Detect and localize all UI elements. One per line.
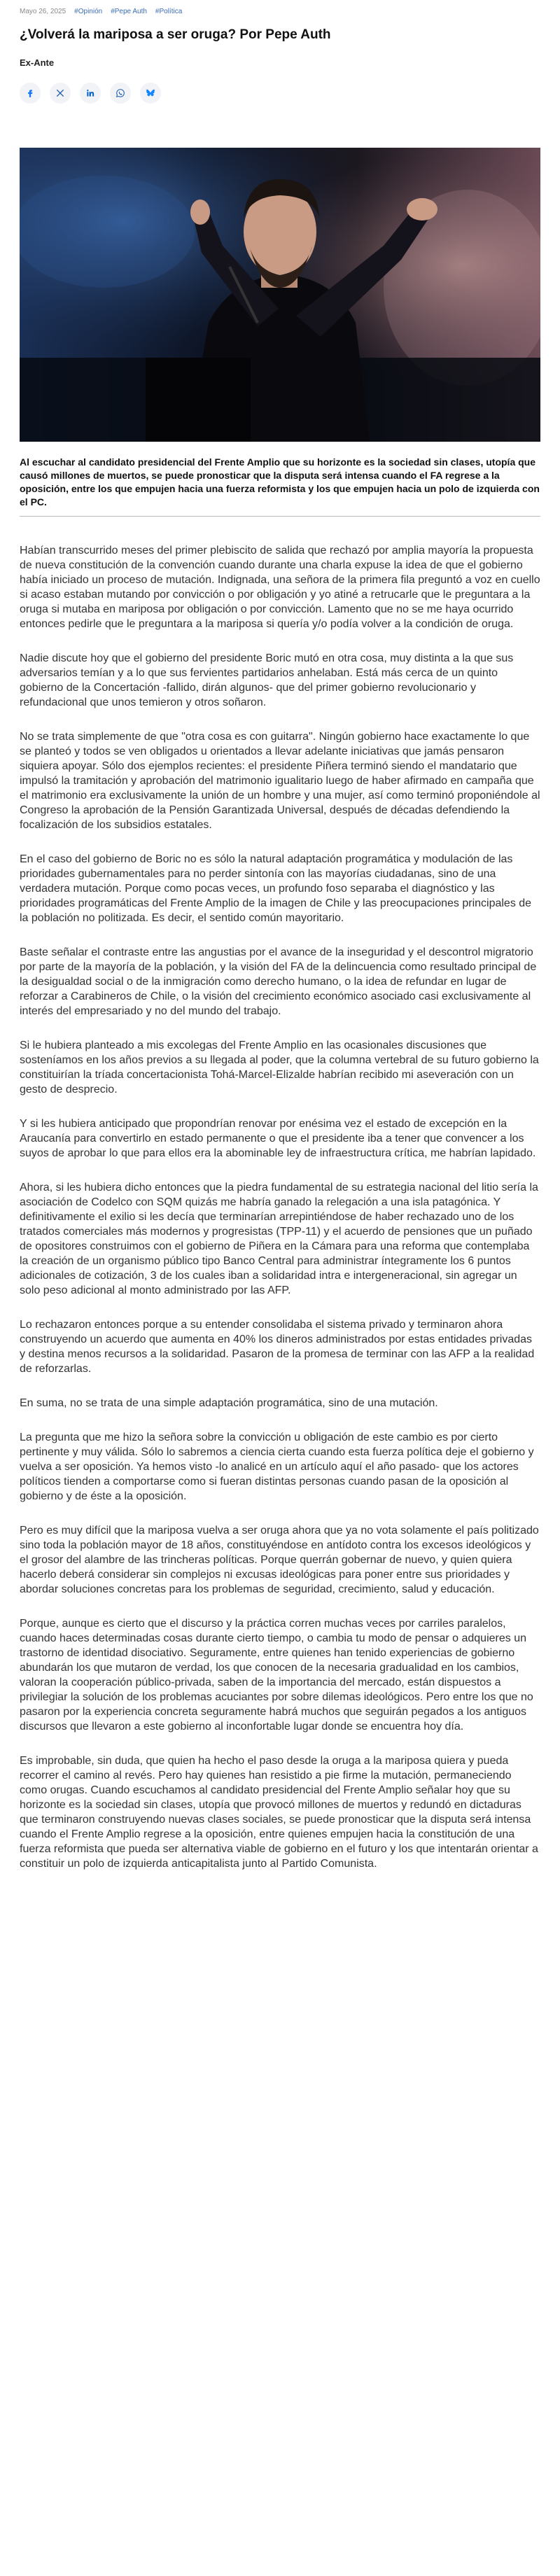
paragraph: Si le hubiera planteado a mis excolegas del Frente Amplio en las ocasionales discusiones que sosteníamos en los años previos a su llegada al poder, que la columna vertebral de su futuro gobierno la constituirían la tríada concertacionista Tohá-Marcel-Elizalde habrían recibido mi aseveración con un gesto de desprecio. — [20, 1040, 539, 1096]
share-facebook-button[interactable] — [20, 83, 41, 104]
paragraph: En el caso del gobierno de Boric no es sólo la natural adaptación programática y modulación de las prioridades gubernamentales para no perder sintonía con las mayorías ciudadanas, sino de una verdadera mutación. Porque como pocas veces, un profundo foso separaba el diagnóstico y las prioridades programáticas del Frente Amplio de la imagen de Chile y las preocupaciones principales de la población no politizada. Es decir, el sentido común mayoritario. — [20, 853, 532, 924]
paragraph: Baste señalar el contraste entre las angustias por el avance de la inseguridad y el descontrol migratorio por parte de la mayoría de la población, y la visión del FA de la delincuencia como resultado principal de la desigualdad social o de la inmigración como derecho humano, o la idea de refundar en lugar de reforzar a Carabineros de Chile, o la visión del crecimiento económico asociado casi exclusivamente al interés del empresariado y no del mundo del trabajo. — [20, 946, 537, 1017]
share-linkedin-button[interactable] — [80, 83, 101, 104]
share-bluesky-button[interactable] — [140, 83, 161, 104]
facebook-icon — [25, 88, 35, 98]
tag-link[interactable]: #Pepe Auth — [111, 7, 147, 15]
share-x-button[interactable] — [50, 83, 71, 104]
tag-link[interactable]: #Política — [155, 7, 183, 15]
paragraph: Pero es muy difícil que la mariposa vuelva a ser oruga ahora que ya no vota solamente el país politizado sino toda la población mayor de 18 años, constituyéndose en antídoto contra los excesos ideológicos y el grosor del alambre de las trincheras políticas. Porque querrán gobernar de nuevo, y quien quiera hacerlo deberá considerar sin complejos ni excusas ideológicas para poner entre sus prioridades y abordar soluciones concretas para los problemas de seguridad, crecimiento, salud y educación. — [20, 1525, 539, 1595]
paragraph: Nadie discute hoy que el gobierno del presidente Boric mutó en otra cosa, muy distinta a la que sus adversarios temían y a lo que sus fervientes partidarios anhelaban. Está más cerca de un quinto gobierno de la Concertación -fallido, dirán algunos- que del primer gobierno revolucionario y refundacional que unos temieron y otros soñaron. — [20, 652, 514, 708]
whatsapp-icon — [115, 88, 125, 98]
candidate-photo — [20, 148, 540, 442]
paragraph: En suma, no se trata de una simple adaptación programática, sino de una mutación. — [20, 1397, 438, 1409]
paragraph: Es improbable, sin duda, que quien ha hecho el paso desde la oruga a la mariposa quiera y pueda recorrer el camino al revés. Pero hay quienes han resistido a pie firme la mutación, permaneciendo como orugas. Cuando escuchamos al candidato presidencial del Frente Amplio señalar hoy que su horizonte es la sociedad sin clases, utopía que provocó millones de muertos y redundó en dictaduras que terminaron construyendo nuevas clases sociales, se puede pronosticar que la disputa será intensa cuando el Frente Amplio regrese a la oposición, entre quienes empujen hacia la constitución de una fuerza reformista que pueda ser alternativa viable de gobierno en el futuro y los que intentarán orientar a constituir un polo de izquierda anticapitalista junto al Partido Comunista. — [20, 1755, 538, 1870]
bluesky-icon — [146, 88, 155, 98]
author-name: Ex-Ante — [20, 57, 55, 68]
publish-date: Mayo 26, 2025 — [20, 7, 66, 15]
image-caption: Al escuchar al candidato presidencial del Frente Amplio que su horizonte es la sociedad sin clases, utopía que causó millones de muertos, se puede pronosticar que la disputa será intensa cuando el FA regrese a la oposición, entre los que empujen hacia una fuerza reformista y los que empujen hacia un polo de izquierda con el PC. — [20, 456, 540, 517]
share-bar — [20, 82, 540, 104]
paragraph: Porque, aunque es cierto que el discurso y la práctica corren muchas veces por carriles paralelos, cuando haces determinadas cosas durante cierto tiempo, o cambia tu modo de pensar o adquieres un trastorno de identidad disociativo. Seguramente, entre quienes han tenido experiencias de gobierno abundarán los que mutaron de verdad, los que conocen de la necesaria gradualidad en los cambios, valoran la cooperación público-privada, saben de la importancia del mercado, están dispuestos a privilegiar la solución de los problemas acuciantes por sobre dilemas ideológicos. Pero entre los que no pasaron por la experiencia concreta seguramente habrá muchos que seguirán pegados a los antiguos discursos que llevaron a este gobierno al inconfortable lugar donde se encuentra hoy día. — [20, 1618, 533, 1732]
paragraph: Y si les hubiera anticipado que propondrían renovar por enésima vez el estado de excepción en la Araucanía para convertirlo en estado permanente o que el presidente iba a tener que convencer a los suyos de aprobar lo que para ellos era la abominable ley de infraestructura crítica, me habrían lapidado. — [20, 1118, 536, 1159]
page-title: ¿Volverá la mariposa a ser oruga? Por Pepe Auth — [20, 27, 331, 42]
hero-image — [20, 148, 540, 442]
paragraph: Ahora, si les hubiera dicho entonces que la piedra fundamental de su estrategia nacional del litio sería la asociación de Codelco con SQM quizás me habría ganado la relegación a una isla patagónica. Y definitivamente el exilio si les decía que terminarían arrepintiéndose de haber rechazado uno de los tratados comerciales más modernos y progresistas (TPP-11) y el acuerdo de pensiones que un puñado de opositores construimos con el gobierno de Piñera en la Cámara para una reforma que contemplaba la creación de un organismo público tipo Banco Central para administrar íntegramente los 6 puntos adicionales de cotización, 3 de los cuales iban a solidaridad intra e intergeneracional, sin agregar un solo peso adicional al monto administrado por las AFP. — [20, 1182, 538, 1296]
tag-link[interactable]: #Opinión — [74, 7, 103, 15]
paragraph: Lo rechazaron entonces porque a su entender consolidaba el sistema privado y terminaron ahora construyendo un acuerdo que aumenta en 40% los dineros administrados por estas entidades privadas y destina menos recursos a la solidaridad. Pasaron de la promesa de terminar con las AFP a la realidad de reforzarlas. — [20, 1319, 535, 1375]
share-whatsapp-button[interactable] — [110, 83, 131, 104]
paragraph: No se trata simplemente de que "otra cosa es con guitarra". Ningún gobierno hace exactamente lo que se planteó y todos se ven obligados u orientados a llevar adelante iniciativas que jamás pensaron siquiera apoyar. Sólo dos ejemplos recientes: el presidente Piñera terminó siendo el mandatario que impulsó la tramitación y aprobación del matrimonio igualitario luego de haber afirmado en campaña que el matrimonio era exclusivamente la unión de un hombre y una mujer, así como terminó proponiéndole al Congreso la aprobación de la Pensión Garantizada Universal, después de décadas defendiendo la focalización de los subsidios estatales. — [20, 731, 540, 831]
paragraph: Habían transcurrido meses del primer plebiscito de salida que rechazó por amplia mayoría la propuesta de nueva constitución de la convención cuando durante una charla expuse la idea de que el gobierno había iniciado un proceso de mutación. Indignada, una señora de la primera fila preguntó a voz en cuello si acaso estaban mutando por convicción o por obligación y yo atiné a retrucarle que le preguntara a la oruga si mutaba en mariposa por obligación o por convicción. Lamento que no se me haya ocurrido entonces pedirle que le preguntara a la mariposa si quería y/o podía volver a la condición de oruga. — [20, 545, 540, 630]
linkedin-icon — [85, 88, 95, 98]
paragraph: La pregunta que me hizo la señora sobre la convicción u obligación de este cambio es por cierto pertinente y muy válida. Sólo lo sabremos a ciencia cierta cuando esta fuerza política deje el gobierno y vuelva a ser oposición. Ya hemos visto -lo analicé en un artículo aquí el año pasado- que los actores políticos tienden a comportarse como si fueran distintas personas cuando pasan de la oposición al gobierno y de éste a la oposición. — [20, 1432, 534, 1502]
article-meta — [20, 0, 540, 17]
x-icon — [55, 88, 65, 98]
article-body — [20, 543, 540, 1871]
